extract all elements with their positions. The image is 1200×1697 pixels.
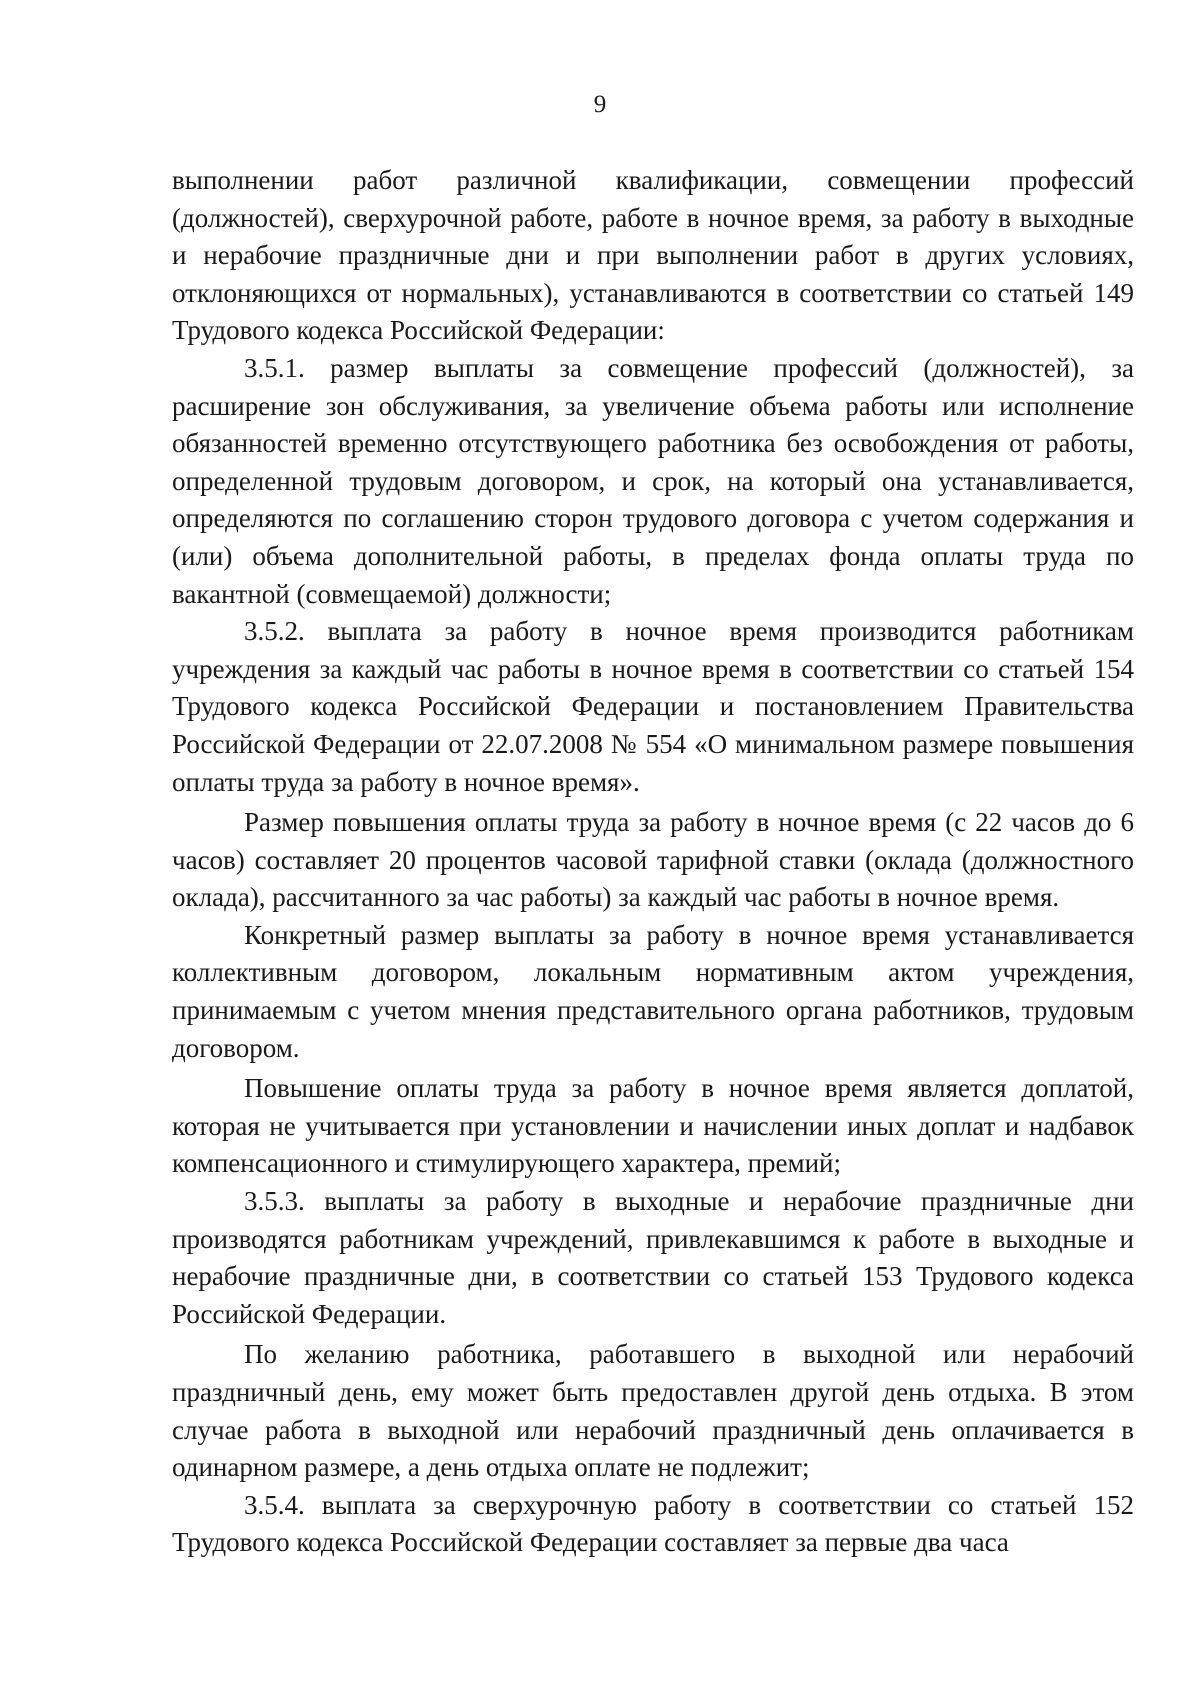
- page-number: 9: [593, 91, 607, 118]
- paragraph-day-off: По желанию работника, работавшего в выходной или нерабочий праздничный день, ему может быть предоставлен другой день отдыха. В этом случае работа в выходной или нерабочий праздничный день оплачивается в одинарном размере, а день отдыха оплате не подлежит;: [172, 1339, 1134, 1483]
- paragraph-night-surcharge: Повышение оплаты труда за работу в ночное время является доплатой, которая не учитывается при установлении и начислении иных доплат и надбавок компенсационного и стимулирующего характера, премий;: [172, 1073, 1134, 1179]
- paragraph-night-rate: Размер повышения оплаты труда за работу в ночное время (с 22 часов до 6 часов) составляет 20 процентов часовой тарифной ставки (оклада (должностного оклада), рассчитанного за час работы) за каждый час работы в ночное время.: [172, 807, 1134, 913]
- document-body: [172, 162, 1134, 1562]
- paragraph-3-5-4: 3.5.4. выплата за сверхурочную работу в соответствии со статьей 152 Трудового кодекса Российской Федерации составляет за первые два часа: [172, 1489, 1134, 1558]
- paragraph-continuation: выполнении работ различной квалификации, совмещении профессий (должностей), сверхурочной работе, работе в ночное время, за работу в выходные и нерабочие праздничные дни и при выполнении работ в других условиях, отклоняющихся от нормальных), устанавливаются в соответствии со статьей 149 Трудового кодекса Российской Федерации:: [172, 165, 1134, 346]
- paragraph-night-specific: Конкретный размер выплаты за работу в ночное время устанавливается коллективным договором, локальным нормативным актом учреждения, принимаемым с учетом мнения представительного органа работников, трудовым договором.: [172, 919, 1134, 1063]
- paragraph-3-5-1: 3.5.1. размер выплаты за совмещение профессий (должностей), за расширение зон обслуживания, за увеличение объема работы или исполнение обязанностей временно отсутствующего работника без освобождения от работы, определенной трудовым договором, и срок, на который она устанавливается, определяются по соглашению сторон трудового договора с учетом содержания и (или) объема дополнительной работы, в пределах фонда оплаты труда по вакантной (совмещаемой) должности;: [172, 352, 1134, 609]
- paragraph-3-5-3: 3.5.3. выплаты за работу в выходные и нерабочие праздничные дни производятся работникам учреждений, привлекавшимся к работе в выходные и нерабочие праздничные дни, в соответствии со статьей 153 Трудового кодекса Российской Федерации.: [172, 1186, 1134, 1329]
- paragraph-3-5-2: 3.5.2. выплата за работу в ночное время производится работникам учреждения за каждый час работы в ночное время в соответствии со статьей 154 Трудового кодекса Российской Федерации и постановлением Правительства Российской Федерации от 22.07.2008 № 554 «О минимальном размере повышения оплаты труда за работу в ночное время».: [172, 616, 1134, 797]
